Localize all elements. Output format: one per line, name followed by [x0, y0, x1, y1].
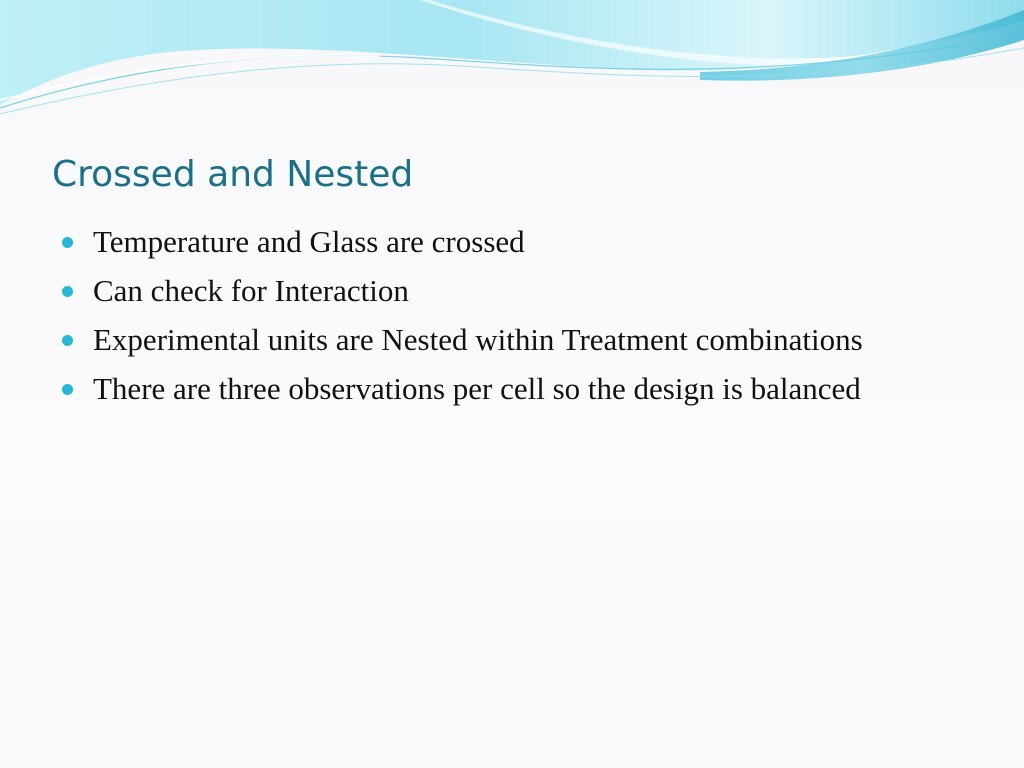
bullet-text: Temperature and Glass are crossed: [93, 224, 525, 259]
wave-header-decoration: [0, 0, 1024, 130]
bullet-item: [62, 222, 922, 262]
bullet-item: [62, 369, 922, 409]
slide-title: Crossed and Nested: [52, 154, 414, 195]
bullet-dot-icon: [62, 237, 73, 248]
bullet-dot-icon: [62, 335, 73, 346]
bullet-item: [62, 271, 922, 311]
bullet-item: [62, 320, 922, 360]
bullet-text: Can check for Interaction: [93, 273, 409, 308]
bullet-text: There are three observations per cell so the design is balanced: [93, 371, 861, 406]
bullet-dot-icon: [62, 384, 73, 395]
bullet-list: [62, 222, 922, 418]
bullet-dot-icon: [62, 286, 73, 297]
bullet-text: Experimental units are Nested within Treatment combinations: [93, 322, 863, 357]
